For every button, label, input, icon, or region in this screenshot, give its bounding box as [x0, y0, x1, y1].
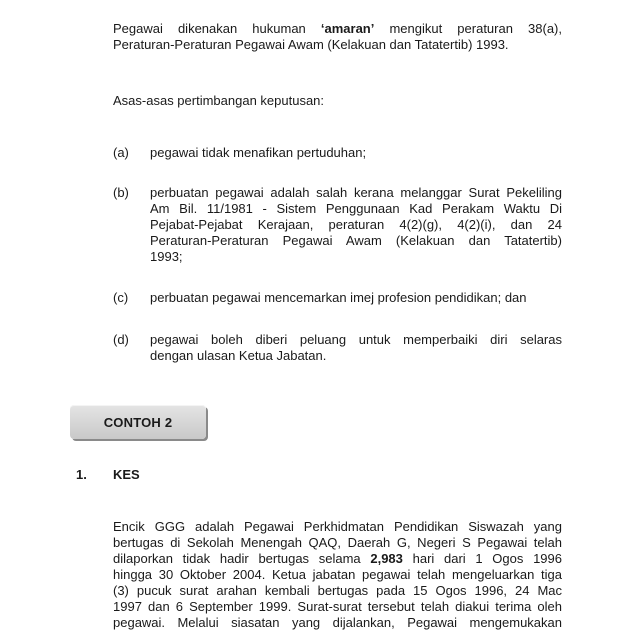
- item-line: perbuatan pegawai adalah salah kerana melanggar Surat Pekeliling: [150, 185, 562, 200]
- item-line: Peraturan-Peraturan Pegawai Awam (Kelakuan dan Tatatertib): [150, 233, 562, 248]
- item-text: [150, 185, 562, 265]
- days-absent-value: 2,983: [370, 551, 403, 566]
- case-line: Encik GGG adalah Pegawai Perkhidmatan Pendidikan Siswazah yang: [113, 519, 562, 534]
- item-text: [150, 332, 562, 364]
- item-letter: (d): [113, 332, 129, 347]
- item-letter: (a): [113, 145, 129, 160]
- section-title: KES: [113, 467, 140, 482]
- item-line: pegawai tidak menafikan pertuduhan;: [150, 145, 367, 160]
- item-line: dengan ulasan Ketua Jabatan.: [150, 348, 327, 363]
- item-line: Pejabat-Pejabat Kerajaan, peraturan 4(2)(g), 4(2)(i), dan 24: [150, 217, 562, 232]
- example-label-box: [70, 405, 206, 439]
- item-line: perbuatan pegawai mencemarkan imej profesion pendidikan; dan: [150, 290, 527, 305]
- intro-text: mengikut peraturan 38(a),: [374, 21, 562, 36]
- case-line: (3) pucuk surat arahan kembali bertugas pada 15 Ogos 1996, 24 Mac: [113, 583, 562, 598]
- penalty-term: ‘amaran’: [320, 21, 375, 36]
- section-number: 1.: [76, 467, 87, 482]
- intro-paragraph: [113, 21, 562, 53]
- case-line: bertugas di Sekolah Menengah QAQ, Daerah G, Negeri S Pegawai telah: [113, 535, 562, 550]
- example-label: CONTOH 2: [103, 414, 173, 430]
- item-line: 1993;: [150, 249, 183, 264]
- case-line: 1997 dan 6 September 1999. Surat-surat tersebut telah diakui terima oleh: [113, 599, 562, 614]
- case-paragraph: [113, 519, 562, 631]
- item-text: [150, 145, 562, 161]
- intro-line-1: [113, 21, 562, 37]
- intro-line-2: Peraturan-Peraturan Pegawai Awam (Kelakuan dan Tatatertib) 1993.: [113, 37, 509, 52]
- item-letter: (c): [113, 290, 129, 305]
- item-line: Am Bil. 11/1981 - Sistem Penggunaan Kad Perakam Waktu Di: [150, 201, 562, 216]
- intro-text: Pegawai dikenakan hukuman: [113, 21, 321, 36]
- case-line: [113, 551, 562, 567]
- item-letter: (b): [113, 185, 129, 200]
- case-text: hari dari 1 Ogos 1996: [402, 551, 562, 566]
- item-text: [150, 290, 562, 306]
- case-line: pegawai. Melalui siasatan yang dijalankan, Pegawai mengemukakan: [113, 615, 562, 630]
- case-text: dilaporkan tidak hadir bertugas selama: [113, 551, 371, 566]
- item-line: pegawai boleh diberi peluang untuk memperbaiki diri selaras: [150, 332, 562, 347]
- case-line: hingga 30 Oktober 2004. Ketua jabatan pegawai telah mengeluarkan tiga: [113, 567, 562, 582]
- considerations-heading: Asas-asas pertimbangan keputusan:: [113, 93, 325, 108]
